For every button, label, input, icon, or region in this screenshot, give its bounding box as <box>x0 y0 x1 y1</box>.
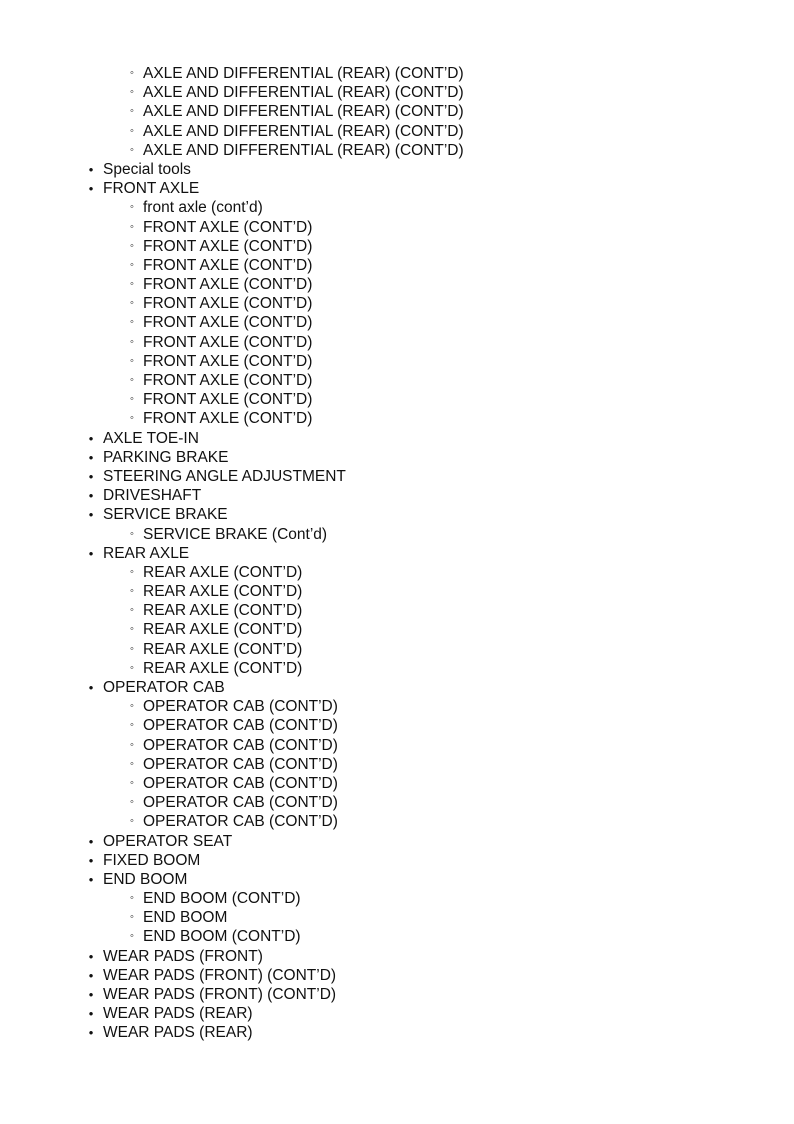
toc-entry-label[interactable]: OPERATOR CAB (CONT’D) <box>143 698 338 716</box>
toc-entry[interactable] <box>0 486 794 505</box>
table-of-contents <box>0 64 794 1043</box>
toc-subentry[interactable] <box>0 736 794 755</box>
toc-subentry[interactable] <box>0 122 794 141</box>
toc-entry-label[interactable]: SERVICE BRAKE (Cont’d) <box>143 525 328 543</box>
toc-subentry[interactable] <box>0 409 794 428</box>
hollow-bullet-icon: ◦ <box>130 143 134 156</box>
hollow-bullet-icon: ◦ <box>130 661 134 674</box>
toc-entry-label[interactable]: REAR AXLE (CONT’D) <box>143 621 303 639</box>
toc-subentry[interactable] <box>0 659 794 678</box>
toc-subentry[interactable] <box>0 275 794 294</box>
toc-entry-label[interactable]: OPERATOR SEAT <box>103 832 233 850</box>
toc-entry-label[interactable]: END BOOM <box>143 909 228 927</box>
toc-entry-label[interactable]: FRONT AXLE (CONT’D) <box>143 218 313 236</box>
toc-entry-label[interactable]: AXLE AND DIFFERENTIAL (REAR) (CONT’D) <box>143 141 464 159</box>
toc-entry-label[interactable]: END BOOM (CONT’D) <box>143 890 301 908</box>
bullet-icon: • <box>88 181 94 197</box>
toc-entry-label[interactable]: FRONT AXLE (CONT’D) <box>143 276 313 294</box>
toc-subentry[interactable] <box>0 64 794 83</box>
toc-entry-label[interactable]: FRONT AXLE (CONT’D) <box>143 372 313 389</box>
hollow-bullet-icon: ◦ <box>130 86 134 99</box>
toc-entry-label[interactable]: WEAR PADS (REAR) <box>103 1005 253 1023</box>
toc-entry-label[interactable]: WEAR PADS (FRONT) <box>103 947 263 965</box>
bullet-icon: • <box>88 468 94 484</box>
toc-entry-label[interactable]: OPERATOR CAB (CONT’D) <box>143 717 338 735</box>
hollow-bullet-icon: ◦ <box>130 776 134 789</box>
bullet-icon: • <box>88 871 94 887</box>
bullet-icon: • <box>88 852 94 868</box>
bullet-icon: • <box>88 833 94 849</box>
hollow-bullet-icon: ◦ <box>130 527 134 540</box>
toc-subentry[interactable] <box>0 601 794 620</box>
toc-subentry[interactable] <box>0 908 794 927</box>
toc-entry[interactable] <box>0 947 794 966</box>
toc-entry-label[interactable]: FRONT AXLE (CONT’D) <box>143 333 313 351</box>
toc-subentry[interactable] <box>0 218 794 237</box>
toc-subentry[interactable] <box>0 256 794 275</box>
toc-subentry[interactable] <box>0 198 794 217</box>
toc-subentry[interactable] <box>0 755 794 774</box>
toc-entry-label[interactable]: OPERATOR CAB (CONT’D) <box>143 794 338 812</box>
toc-subentry[interactable] <box>0 371 794 390</box>
toc-entry[interactable] <box>0 1004 794 1023</box>
toc-subentry[interactable] <box>0 716 794 735</box>
toc-subentry[interactable] <box>0 83 794 102</box>
toc-entry-label[interactable]: WEAR PADS (REAR) <box>103 1024 253 1042</box>
hollow-bullet-icon: ◦ <box>130 354 134 367</box>
toc-entry[interactable] <box>0 505 794 524</box>
toc-entry-label[interactable]: REAR AXLE (CONT’D) <box>143 659 303 677</box>
bullet-icon: • <box>88 1025 94 1041</box>
toc-subentry[interactable] <box>0 640 794 659</box>
toc-entry-label[interactable]: REAR AXLE (CONT’D) <box>143 583 303 601</box>
toc-entry-label[interactable]: STEERING ANGLE ADJUSTMENT <box>103 467 346 485</box>
toc-subentry[interactable] <box>0 620 794 639</box>
toc-subentry[interactable] <box>0 102 794 121</box>
hollow-bullet-icon: ◦ <box>130 623 134 636</box>
toc-entry[interactable] <box>0 160 794 179</box>
toc-entry-label[interactable]: REAR AXLE (CONT’D) <box>143 563 303 581</box>
toc-entry[interactable] <box>0 467 794 486</box>
toc-entry-label[interactable]: END BOOM (CONT’D) <box>143 928 301 946</box>
bullet-icon: • <box>88 680 94 695</box>
toc-subentry[interactable] <box>0 333 794 352</box>
hollow-bullet-icon: ◦ <box>130 316 134 329</box>
toc-entry-label[interactable]: FRONT AXLE (CONT’D) <box>143 256 313 274</box>
toc-subentry[interactable] <box>0 563 794 582</box>
hollow-bullet-icon: ◦ <box>130 719 134 732</box>
bullet-icon: • <box>88 449 94 465</box>
hollow-bullet-icon: ◦ <box>130 393 134 406</box>
bullet-icon: • <box>88 987 94 1002</box>
toc-subentry[interactable] <box>0 141 794 160</box>
toc-entry-label[interactable]: AXLE AND DIFFERENTIAL (REAR) (CONT’D) <box>143 122 464 140</box>
hollow-bullet-icon: ◦ <box>130 565 134 578</box>
toc-entry-label[interactable]: FRONT AXLE (CONT’D) <box>143 237 313 255</box>
toc-entry[interactable] <box>0 832 794 851</box>
hollow-bullet-icon: ◦ <box>130 642 134 655</box>
hollow-bullet-icon: ◦ <box>130 297 134 310</box>
hollow-bullet-icon: ◦ <box>130 930 134 943</box>
toc-subentry[interactable] <box>0 697 794 716</box>
toc-entry-label[interactable]: REAR AXLE (CONT’D) <box>143 640 303 658</box>
hollow-bullet-icon: ◦ <box>130 335 134 348</box>
hollow-bullet-icon: ◦ <box>130 124 134 137</box>
hollow-bullet-icon: ◦ <box>130 67 134 79</box>
toc-entry[interactable] <box>0 851 794 870</box>
bullet-icon: • <box>88 545 94 561</box>
hollow-bullet-icon: ◦ <box>130 892 134 905</box>
toc-subentry[interactable] <box>0 582 794 601</box>
toc-entry-label[interactable]: OPERATOR CAB (CONT’D) <box>143 813 338 831</box>
toc-subentry[interactable] <box>0 313 794 332</box>
toc-entry-label[interactable]: REAR AXLE (CONT’D) <box>143 602 303 620</box>
toc-subentry[interactable] <box>0 390 794 409</box>
toc-entry-label[interactable]: FRONT AXLE (CONT’D) <box>143 295 313 313</box>
hollow-bullet-icon: ◦ <box>130 757 134 770</box>
toc-subentry[interactable] <box>0 812 794 831</box>
hollow-bullet-icon: ◦ <box>130 201 134 214</box>
toc-subentry[interactable] <box>0 237 794 256</box>
toc-entry-label[interactable]: OPERATOR CAB <box>103 679 225 696</box>
hollow-bullet-icon: ◦ <box>130 738 134 751</box>
hollow-bullet-icon: ◦ <box>130 220 134 233</box>
bullet-icon: • <box>88 507 94 523</box>
toc-subentry[interactable] <box>0 774 794 793</box>
hollow-bullet-icon: ◦ <box>130 700 134 713</box>
bullet-icon: • <box>88 948 94 964</box>
toc-entry-label[interactable]: FRONT AXLE (CONT’D) <box>143 314 313 332</box>
toc-subentry[interactable] <box>0 889 794 908</box>
toc-subentry[interactable] <box>0 294 794 313</box>
toc-entry[interactable] <box>0 1023 794 1042</box>
toc-entry-label[interactable]: FRONT AXLE <box>103 180 200 198</box>
toc-entry-label[interactable]: WEAR PADS (FRONT) (CONT’D) <box>103 986 337 1003</box>
bullet-icon: • <box>88 967 94 983</box>
toc-subentry[interactable] <box>0 927 794 946</box>
toc-entry-label[interactable]: FRONT AXLE (CONT’D) <box>143 410 313 428</box>
hollow-bullet-icon: ◦ <box>130 278 134 291</box>
bullet-icon: • <box>88 161 94 177</box>
toc-entry-label[interactable]: AXLE AND DIFFERENTIAL (REAR) (CONT’D) <box>143 65 464 82</box>
hollow-bullet-icon: ◦ <box>130 815 134 828</box>
toc-entry-label[interactable]: END BOOM <box>103 870 188 888</box>
toc-entry-label[interactable]: FRONT AXLE (CONT’D) <box>143 391 313 409</box>
toc-entry-label[interactable]: OPERATOR CAB (CONT’D) <box>143 774 338 792</box>
hollow-bullet-icon: ◦ <box>130 258 134 271</box>
toc-entry[interactable] <box>0 870 794 889</box>
toc-entry-label[interactable]: AXLE AND DIFFERENTIAL (REAR) (CONT’D) <box>143 84 464 102</box>
bullet-icon: • <box>88 488 94 504</box>
toc-entry-label[interactable]: PARKING BRAKE <box>103 448 229 466</box>
toc-entry-label[interactable]: AXLE TOE-IN <box>103 429 199 447</box>
toc-entry[interactable] <box>0 985 794 1004</box>
toc-entry[interactable] <box>0 544 794 563</box>
toc-entry-label[interactable]: REAR AXLE <box>103 544 190 562</box>
toc-subentry[interactable] <box>0 525 794 544</box>
hollow-bullet-icon: ◦ <box>130 911 134 924</box>
toc-entry-label[interactable]: DRIVESHAFT <box>103 487 202 505</box>
toc-subentry[interactable] <box>0 352 794 371</box>
toc-entry-label[interactable]: Special tools <box>103 160 191 178</box>
toc-entry-label[interactable]: front axle (cont’d) <box>143 199 263 217</box>
toc-subentry[interactable] <box>0 793 794 812</box>
toc-entry-label[interactable]: SERVICE BRAKE <box>103 506 228 524</box>
toc-entry[interactable] <box>0 678 794 697</box>
hollow-bullet-icon: ◦ <box>130 585 134 598</box>
hollow-bullet-icon: ◦ <box>130 412 134 425</box>
hollow-bullet-icon: ◦ <box>130 374 134 386</box>
toc-entry-label[interactable]: OPERATOR CAB (CONT’D) <box>143 755 338 773</box>
toc-entry[interactable] <box>0 966 794 985</box>
bullet-icon: • <box>88 1006 94 1022</box>
toc-entry[interactable] <box>0 179 794 198</box>
toc-entry[interactable] <box>0 429 794 448</box>
toc-entry-label[interactable]: OPERATOR CAB (CONT’D) <box>143 736 338 754</box>
hollow-bullet-icon: ◦ <box>130 604 134 617</box>
hollow-bullet-icon: ◦ <box>130 105 134 118</box>
hollow-bullet-icon: ◦ <box>130 239 134 252</box>
toc-entry[interactable] <box>0 448 794 467</box>
toc-entry-label[interactable]: AXLE AND DIFFERENTIAL (REAR) (CONT’D) <box>143 103 464 121</box>
hollow-bullet-icon: ◦ <box>130 796 134 809</box>
toc-entry-label[interactable]: WEAR PADS (FRONT) (CONT’D) <box>103 966 337 984</box>
toc-entry-label[interactable]: FIXED BOOM <box>103 851 201 869</box>
bullet-icon: • <box>88 430 94 446</box>
toc-entry-label[interactable]: FRONT AXLE (CONT’D) <box>143 352 313 370</box>
